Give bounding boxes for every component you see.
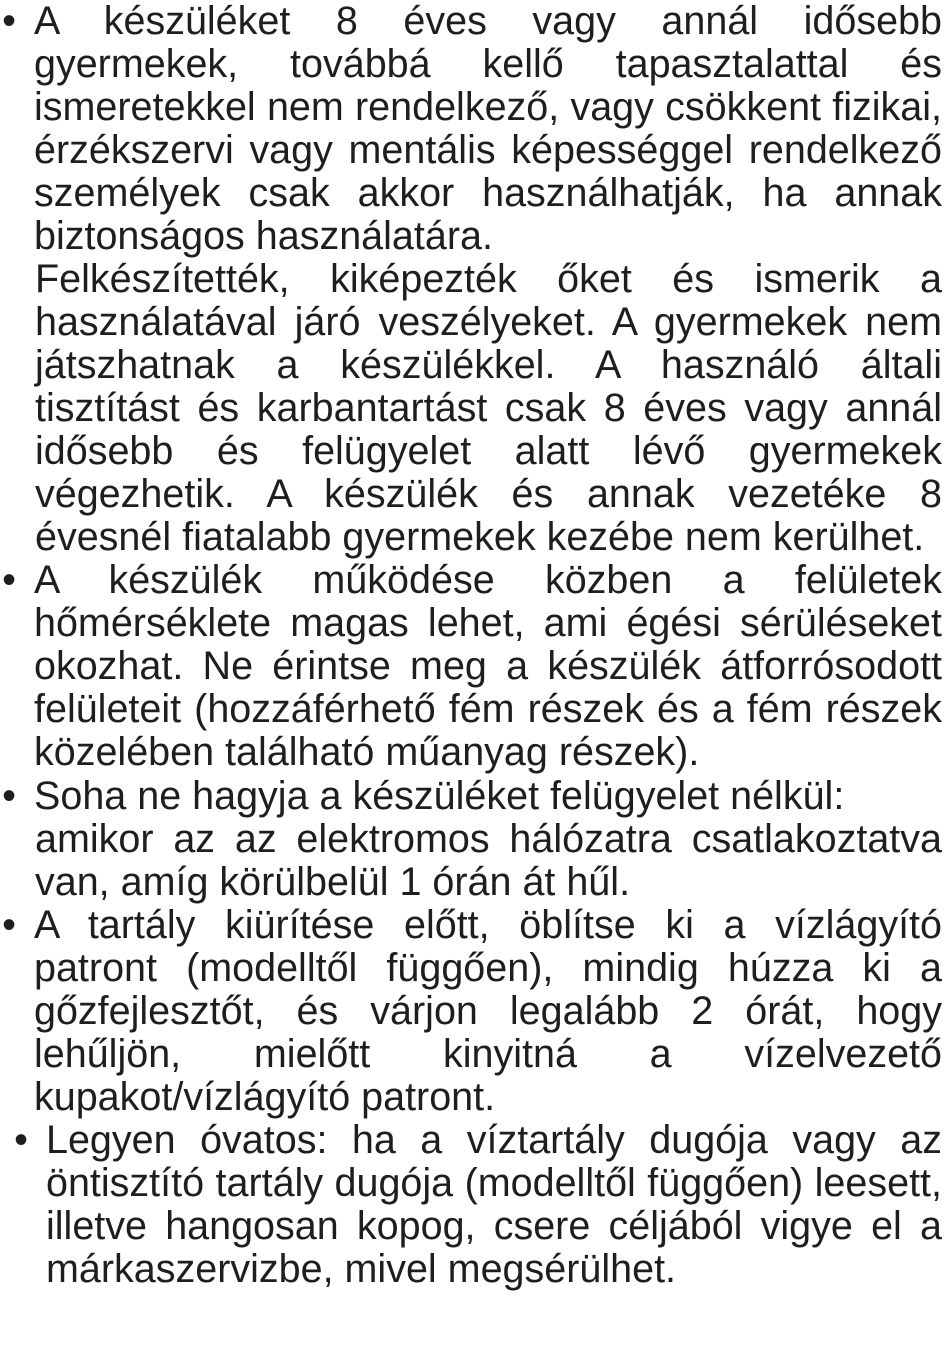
- bullet: •: [2, 558, 16, 602]
- item-1-paragraph-2: Felkészítették, kiképezték őket és ismerik a használatával járó veszélyeket. A gyermekek nem játszhatnak a készülékkel. A használó általi tisztítást és karbantartást csak 8 éves vagy annál idősebb és felügyelet alatt lévő gyermekek végezhetik. A készülék és annak vezetéke 8 évesnél fiatalabb gyermekek kezébe nem kerülhet.: [35, 257, 942, 559]
- item-3-paragraph-2: amikor az az elektromos hálózatra csatlakoztatva van, amíg körülbelül 1 órán át hűl.: [35, 817, 942, 904]
- item-2-paragraph: A készülék működése közben a felületek hőmérséklete magas lehet, ami égési sérüléseket okozhat. Ne érintse meg a készülék átforrósodott felületeit (hozzáférhető fém részek és a fém részek közelében található műanyag részek).: [34, 558, 942, 774]
- bullet: •: [14, 1118, 28, 1162]
- item-5-paragraph: Legyen óvatos: ha a víztartály dugója vagy az öntisztító tartály dugója (modelltől függően) leesett, illetve hangosan kopog, csere céljából vigye el a márkaszervizbe, mivel megsérülhet.: [46, 1118, 942, 1291]
- item-1-paragraph-1: A készüléket 8 éves vagy annál idősebb gyermekek, továbbá kellő tapasztalattal és ismeretekkel nem rendelkező, vagy csökkent fizikai, érzékszervi vagy mentális képességgel rendelkező személyek csak akkor használhatják, ha annak biztonságos használatára.: [34, 0, 942, 258]
- item-4-paragraph: A tartály kiürítése előtt, öblítse ki a vízlágyító patront (modelltől függően), mindig húzza ki a gőzfejlesztőt, és várjon legalább 2 órát, hogy lehűljön, mielőtt kinyitná a vízelvezető kupakot/vízlágyító patront.: [34, 903, 942, 1119]
- bullet: •: [2, 903, 16, 947]
- item-3-paragraph-1: Soha ne hagyja a készüléket felügyelet nélkül:: [34, 774, 845, 818]
- bullet: •: [2, 774, 16, 818]
- bullet: •: [2, 0, 16, 43]
